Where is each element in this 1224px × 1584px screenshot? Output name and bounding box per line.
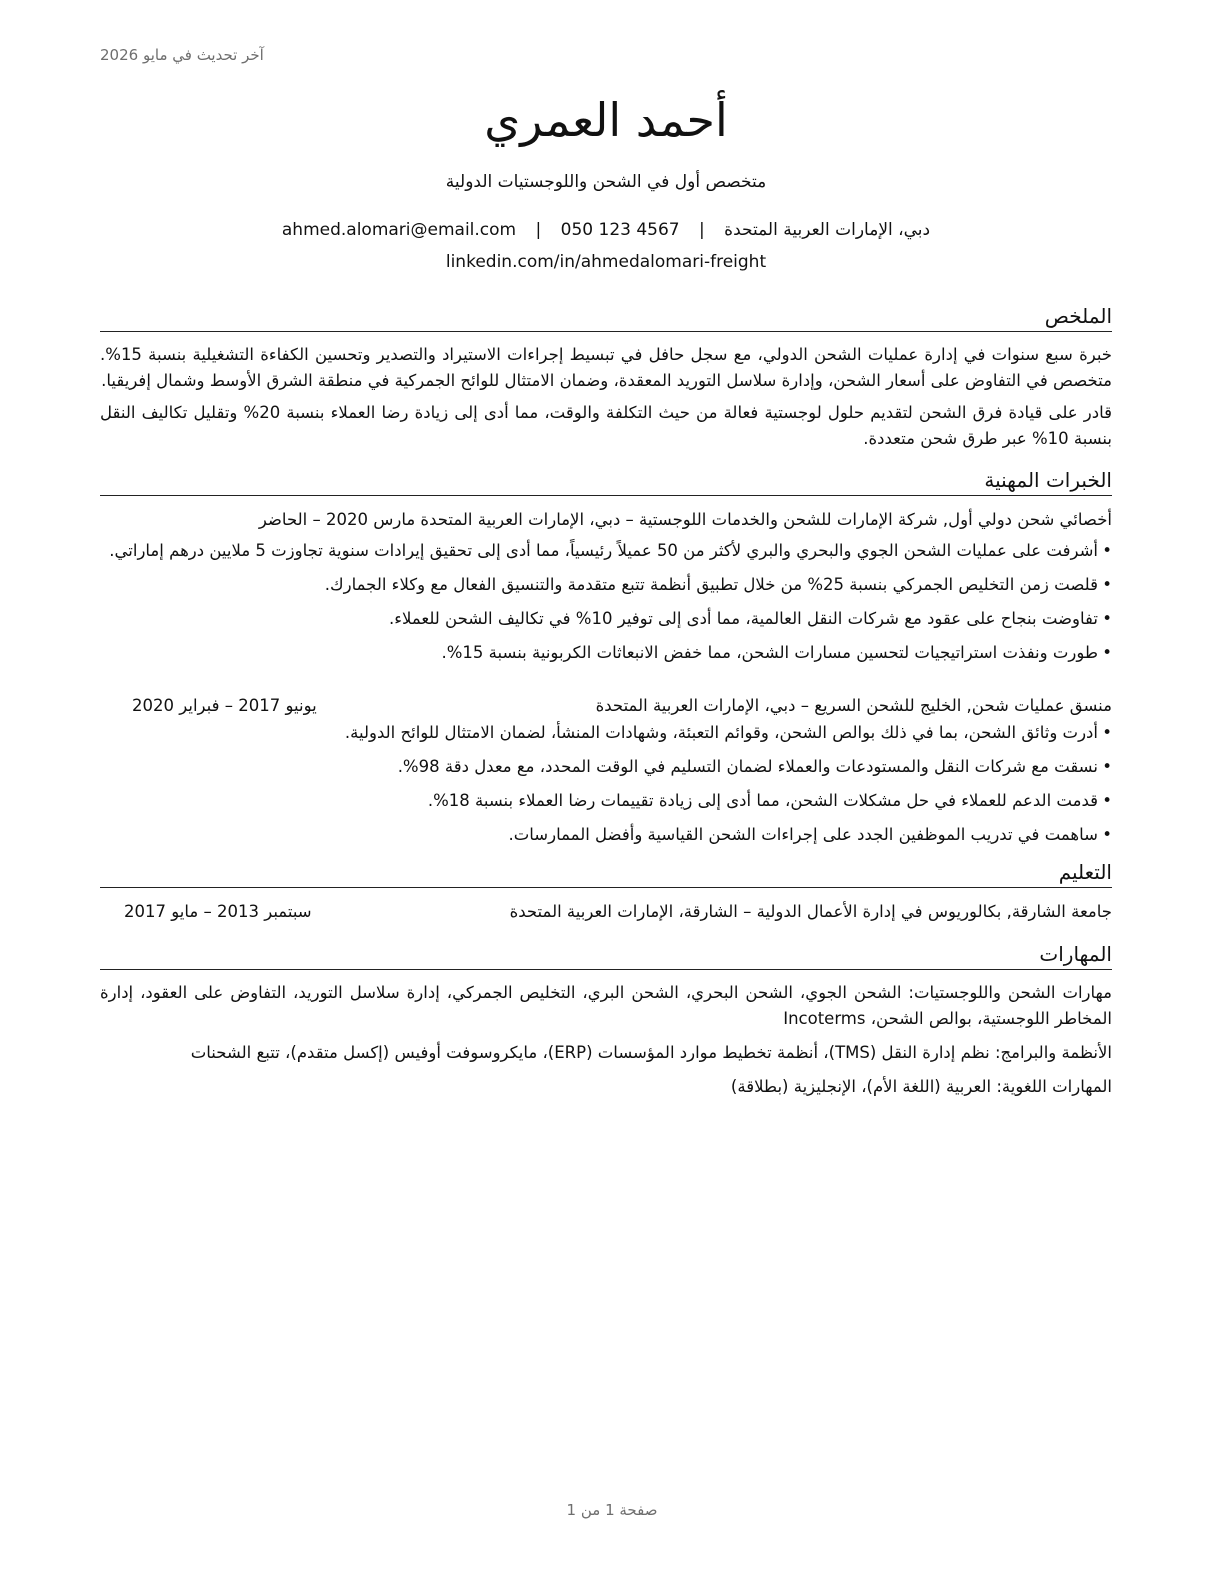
- email-link[interactable]: ahmed.alomari@email.com: [281, 220, 517, 240]
- candidate-name: أحمد العمري: [484, 93, 728, 147]
- spacer: [100, 674, 1112, 692]
- job-title-company: أخصائي شحن دولي أول, شركة الإمارات للشحن والخدمات اللوجستية – دبي، الإمارات العربية المتحدة مارس 2020 – الحاضر: [258, 510, 1112, 529]
- job-dates: [100, 692, 317, 720]
- job-title-company: منسق عمليات شحن, الخليج للشحن السريع – دبي، الإمارات العربية المتحدة: [595, 696, 1112, 715]
- education-institution: جامعة الشارقة, بكالوريوس في إدارة الأعمال الدولية – الشارقة، الإمارات العربية المتحدة: [509, 902, 1112, 921]
- list-item: • أدرت وثائق الشحن، بما في ذلك بوالص الشحن، وقوائم التعبئة، وشهادات المنشأ، لضمان الامتثال للوائح الدولية.: [100, 720, 1112, 746]
- summary-paragraph: قادر على قيادة فرق الشحن لتقديم حلول لوجستية فعالة من حيث التكلفة والوقت، مما أدى إلى زيادة رضا العملاء بنسبة 20% وتقليل تكاليف النقل بنسبة 10% عبر طرق شحن متعددة.: [100, 403, 1112, 448]
- section-title-education: التعليم: [100, 858, 1112, 888]
- job-bullets: [100, 538, 1112, 666]
- linkedin-link[interactable]: linkedin.com/in/ahmedalomari-freight: [445, 252, 767, 272]
- education-dates: سبتمبر 2013 – مايو 2017: [124, 902, 312, 921]
- list-item: • طورت ونفذت استراتيجيات لتحسين مسارات الشحن، مما خفض الانبعاثات الكربونية بنسبة 15%.: [100, 640, 1112, 666]
- education-entry: [100, 898, 1112, 926]
- list-item: • نسقت مع شركات النقل والمستودعات والعملاء لضمان التسليم في الوقت المحدد، مع معدل دقة 98%.: [100, 754, 1112, 780]
- location: دبي، الإمارات العربية المتحدة: [724, 220, 931, 240]
- date-dash: –: [224, 696, 233, 715]
- skill-line: الأنظمة والبرامج: نظم إدارة النقل (TMS)، أنظمة تخطيط موارد المؤسسات (ERP)، مايكروسوفت أوفيس (إكسل متقدم)، تتبع الشحنات: [190, 1043, 1112, 1062]
- list-item: • قدمت الدعم للعملاء في حل مشكلات الشحن، مما أدى إلى زيادة تقييمات رضا العملاء بنسبة 18%.: [100, 788, 1112, 814]
- section-title-summary: الملخص: [100, 302, 1112, 332]
- job-start-date: يونيو 2017: [238, 696, 317, 715]
- section-title-experience: الخبرات المهنية: [100, 466, 1112, 496]
- phone-number: 050 123 4567: [560, 220, 680, 240]
- headline: متخصص أول في الشحن واللوجستيات الدولية: [445, 172, 767, 192]
- resume-page: [100, 88, 1112, 1108]
- list-item: • ساهمت في تدريب الموظفين الجدد على إجراءات الشحن القياسية وأفضل الممارسات.: [100, 822, 1112, 848]
- job-heading: [100, 506, 1112, 534]
- job-end-date: فبراير 2020: [132, 696, 220, 715]
- summary-paragraph: خبرة سبع سنوات في إدارة عمليات الشحن الدولي، مع سجل حافل في تبسيط إجراءات الاستيراد والتصدير وتحسين الكفاءة التشغيلية بنسبة 15%. متخصص في التفاوض على أسعار الشحن، وإدارة سلاسل التوريد المعقدة، وضمان الامتثال للوائح الجمركية في منطقة الشرق الأوسط وشمال إفريقيا.: [100, 345, 1112, 390]
- list-item: • تفاوضت بنجاح على عقود مع شركات النقل العالمية، مما أدى إلى توفير 10% في تكاليف الشحن للعملاء.: [100, 606, 1112, 632]
- contact-line: [100, 216, 1112, 244]
- list-item: • أشرفت على عمليات الشحن الجوي والبحري والبري لأكثر من 50 عميلاً رئيسياً، مما أدى إلى تحقيق إيرادات سنوية تجاوزت 5 ملايين درهم إماراتي.: [100, 538, 1112, 564]
- job-bullets: [100, 720, 1112, 848]
- last-updated-note: آخر تحديث في مايو 2026: [100, 46, 264, 64]
- list-item: • قلصت زمن التخليص الجمركي بنسبة 25% من خلال تطبيق أنظمة تتبع متقدمة والتنسيق الفعال مع وكلاء الجمارك.: [100, 572, 1112, 598]
- skill-line: مهارات الشحن واللوجستيات: الشحن الجوي، الشحن البحري، الشحن البري، التخليص الجمركي، إدارة سلاسل التوريد، التفاوض على العقود، إدارة المخاطر اللوجستية، بوالص الشحن، Incoterms: [100, 983, 1112, 1028]
- section-title-skills: المهارات: [100, 940, 1112, 970]
- contact-separator: |: [699, 220, 705, 240]
- skill-line: المهارات اللغوية: العربية (اللغة الأم)، الإنجليزية (بطلاقة): [730, 1077, 1112, 1096]
- contact-separator: |: [535, 220, 542, 240]
- page-number: صفحة 1 من 1: [566, 1501, 658, 1519]
- job-heading: [100, 692, 1112, 720]
